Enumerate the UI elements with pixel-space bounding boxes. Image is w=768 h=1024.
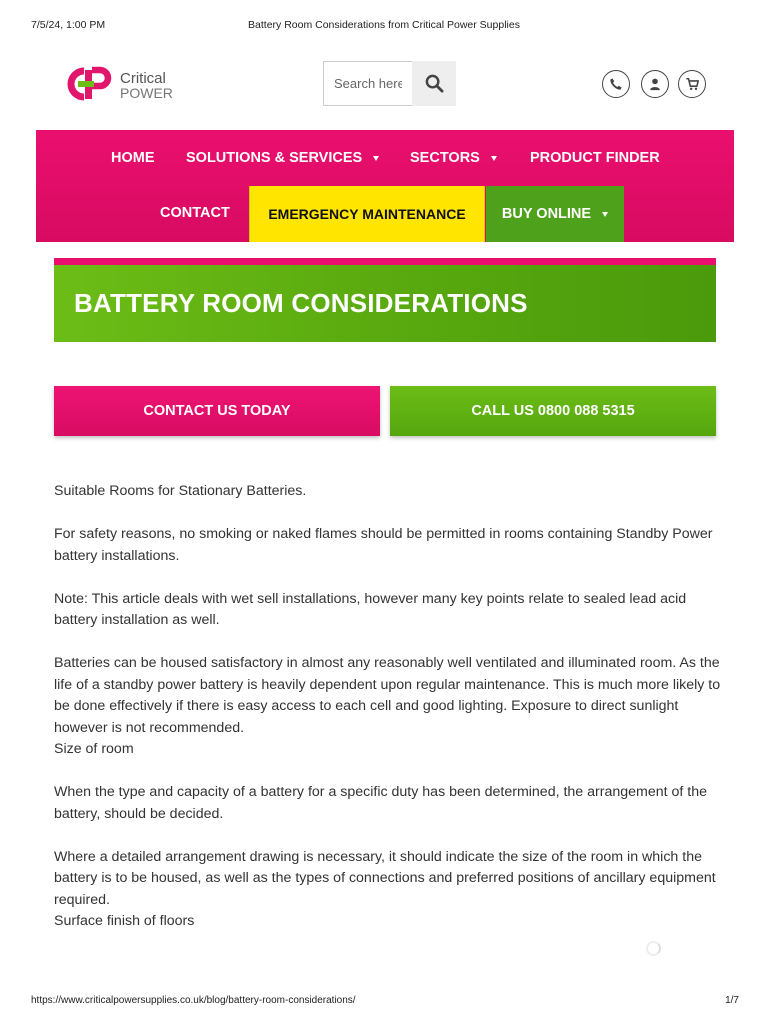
nav-label: CONTACT (160, 205, 230, 221)
logo-line1: Critical (120, 70, 166, 87)
nav-item-product-finder[interactable] (530, 150, 660, 166)
print-url: https://www.criticalpowersupplies.co.uk/blog/battery-room-considerations/ (31, 995, 356, 1006)
article-subheading: Surface finish of floors (54, 913, 195, 929)
phone-button[interactable] (602, 70, 630, 98)
nav-label: SECTORS (410, 150, 480, 166)
search-input[interactable] (323, 61, 412, 106)
phone-icon (609, 77, 623, 91)
nav-item-solutions-services[interactable] (186, 150, 379, 166)
article-paragraph: Where a detailed arrangement drawing is necessary, it should indicate the size of the room in which the battery is to be housed, as well as the types of connections and preferred positions of ancillary equipment required. (54, 848, 716, 908)
search-box (323, 61, 456, 106)
nav-label: PRODUCT FINDER (530, 150, 660, 166)
article-paragraph: When the type and capacity of a battery for a specific duty has been determined, the arrangement of the battery, should be decided. (54, 784, 708, 822)
article-paragraph: Note: This article deals with wet sell installations, however many key points relate to sealed lead acid battery installation as well. (54, 590, 687, 628)
print-page-number: 1/7 (725, 995, 739, 1006)
critical-power-logo[interactable] (54, 64, 184, 104)
call-us-label: CALL US 0800 088 5315 (471, 403, 635, 419)
nav-label: EMERGENCY MAINTENANCE (268, 206, 466, 222)
print-header (0, 19, 768, 33)
article-paragraph: Batteries can be housed satisfactory in almost any reasonably well ventilated and illuminated room. As the life of a standby power battery is heavily dependent upon regular maintenance. This is much more likely to be done effectively if there is easy access to each cell and good lighting. Exposure to direct sunlight however is not recommended. (54, 655, 721, 736)
print-page-title: Battery Room Considerations from Critical Power Supplies (248, 19, 520, 31)
dropdown-caret-icon (491, 156, 497, 161)
contact-us-label: CONTACT US TODAY (143, 403, 291, 419)
article-paragraph: Suitable Rooms for Stationary Batteries. (54, 483, 307, 499)
logo-wordmark (120, 71, 173, 101)
main-nav (36, 130, 734, 242)
article-body (54, 481, 724, 933)
nav-label: SOLUTIONS & SERVICES (186, 150, 363, 166)
nav-item-home[interactable] (111, 150, 155, 166)
page-title: BATTERY ROOM CONSIDERATIONS (74, 288, 528, 318)
page-title-banner (54, 258, 716, 342)
account-button[interactable] (641, 70, 669, 98)
call-us-button[interactable] (390, 386, 716, 436)
nav-item-buy-online[interactable] (486, 186, 624, 242)
nav-item-emergency-maintenance[interactable] (249, 186, 485, 242)
cart-icon (685, 77, 700, 91)
dropdown-caret-icon (373, 156, 379, 161)
nav-item-sectors[interactable] (410, 150, 497, 166)
search-button[interactable] (412, 61, 456, 106)
cp-logo-icon (54, 64, 116, 104)
user-icon (648, 77, 662, 91)
print-datetime: 7/5/24, 1:00 PM (31, 19, 106, 31)
print-footer (0, 995, 768, 1009)
search-icon (425, 74, 444, 93)
article-subheading: Size of room (54, 741, 134, 757)
logo-line2: POWER (120, 85, 173, 101)
dropdown-caret-icon (602, 212, 608, 217)
nav-label: BUY ONLINE (501, 206, 592, 222)
nav-label: HOME (111, 150, 155, 166)
loading-spinner-icon (646, 941, 661, 956)
contact-us-button[interactable] (54, 386, 380, 436)
nav-item-contact[interactable] (160, 205, 230, 221)
article-paragraph: For safety reasons, no smoking or naked flames should be permitted in rooms containing Standby Power battery installations. (54, 526, 713, 564)
cart-button[interactable] (678, 70, 706, 98)
